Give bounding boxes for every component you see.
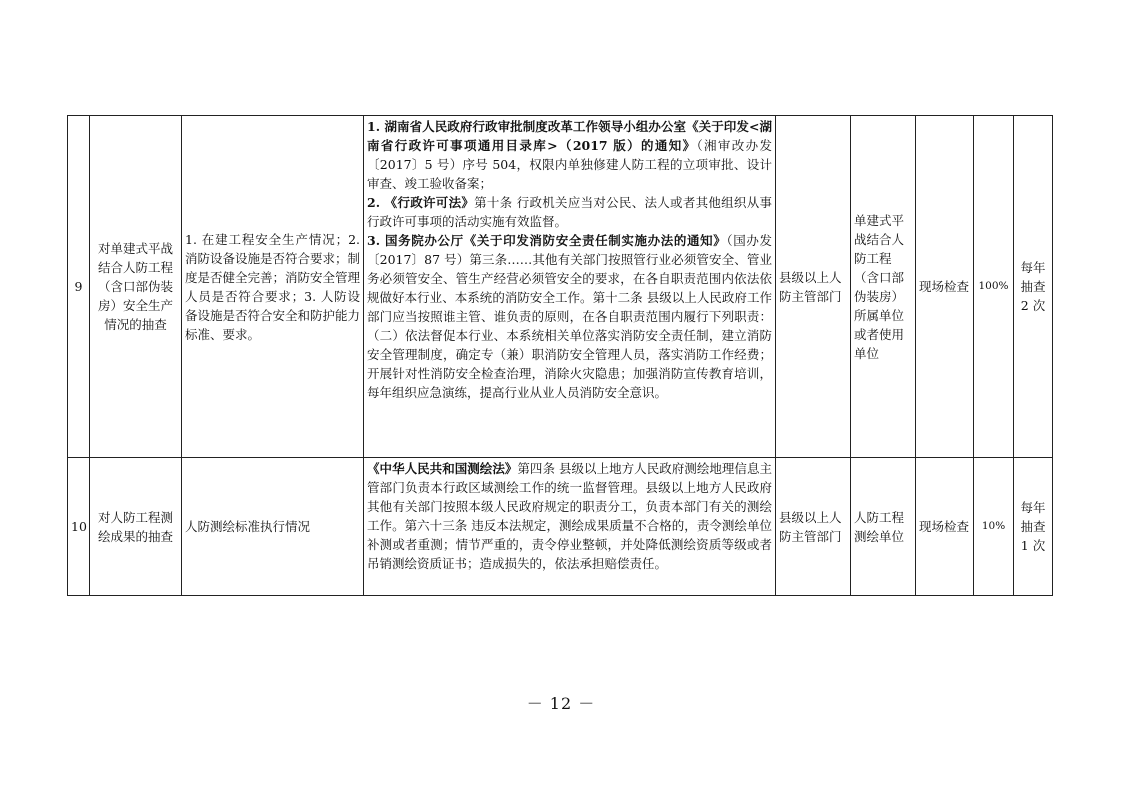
row-number: 10 [68,458,90,596]
inspection-item: 对单建式平战结合人防工程（含口部伪装房）安全生产情况的抽查 [90,116,182,458]
inspection-subject: 县级以上人防主管部门 [776,458,851,596]
inspection-content: 人防测绘标准执行情况 [182,458,364,596]
inspection-subject: 县级以上人防主管部门 [776,116,851,458]
inspection-frequency: 每年抽查2 次 [1014,116,1053,458]
inspection-object: 单建式平战结合人防工程（含口部伪装房）所属单位或者使用单位 [851,116,916,458]
inspection-ratio: 10% [974,458,1014,596]
clause-text: （国办发〔2017〕87 号）第三条……其他有关部门按照管行业必须管安全、管业务必须管安全、管生产经营必须管安全的要求，在各自职责范围内依法依规做好本行业、本系统的消防安全工作。第十二条 县级以上人民政府工作部门应当按照谁主管、谁负责的原则，在各自职责范围内履行下列职责：（二）依法督促本行业、本系统相关单位落实消防安全责任制，建立消防安全管理制度，确定专（兼）职消防安全管理人员，落实消防工作经费；开展针对性消防安全检查治理，消除火灾隐患；加强消防宣传教育培训，每年组织应急演练，提高行业从业人员消防安全意识。 [367,233,772,400]
clause-title: 1. 湖南省人民政府行政审批制度改革工作领导小组办公室《关于印发<湖南省行政许可事项通用目录库>（2017 版）的通知》 [367,119,772,153]
inspection-item: 对人防工程测绘成果的抽查 [90,458,182,596]
inspection-content: 1. 在建工程安全生产情况；2. 消防设备设施是否符合要求；制度是否健全完善；消防安全管理人员是否符合要求；3. 人防设备设施是否符合安全和防护能力标准、要求。 [182,116,364,458]
inspection-frequency: 每年抽查1 次 [1014,458,1053,596]
legal-basis-clause [367,459,772,573]
inspection-object: 人防工程测绘单位 [851,458,916,596]
legal-basis [364,116,776,458]
clause-title: 《中华人民共和国测绘法》 [367,461,518,476]
clause-text: 第四条 县级以上地方人民政府测绘地理信息主管部门负责本行政区域测绘工作的统一监督管理。县级以上地方人民政府其他有关部门按照本级人民政府规定的职责分工，负责本部门有关的测绘工作。第六十三条 违反本法规定，测绘成果质量不合格的，责令测绘单位补测或者重测；情节严重的，责令停业整顿，并处降低测绘资质等级或者吊销测绘资质证书；造成损失的，依法承担赔偿责任。 [367,461,772,571]
clause-title: 3. 国务院办公厅《关于印发消防安全责任制实施办法的通知》 [367,233,727,248]
inspection-method: 现场检查 [916,458,974,596]
inspection-ratio: 100% [974,116,1014,458]
legal-basis-clause [367,117,772,193]
clause-text: （湘审改办发〔2017〕5 号）序号 504，权限内单独修建人防工程的立项审批、设计审查、竣工验收备案； [367,138,772,191]
inspection-table [67,115,1053,596]
row-number: 9 [68,116,90,458]
legal-basis [364,458,776,596]
clause-title: 2. 《行政许可法》 [367,195,475,210]
table-row [68,116,1053,458]
legal-basis-clause [367,231,772,402]
legal-basis-clause [367,193,772,231]
page-number: － 12 － [526,694,596,713]
table-row [68,458,1053,596]
inspection-method: 现场检查 [916,116,974,458]
clause-text: 第十条 行政机关应当对公民、法人或者其他组织从事行政许可事项的活动实施有效监督。 [367,195,772,229]
